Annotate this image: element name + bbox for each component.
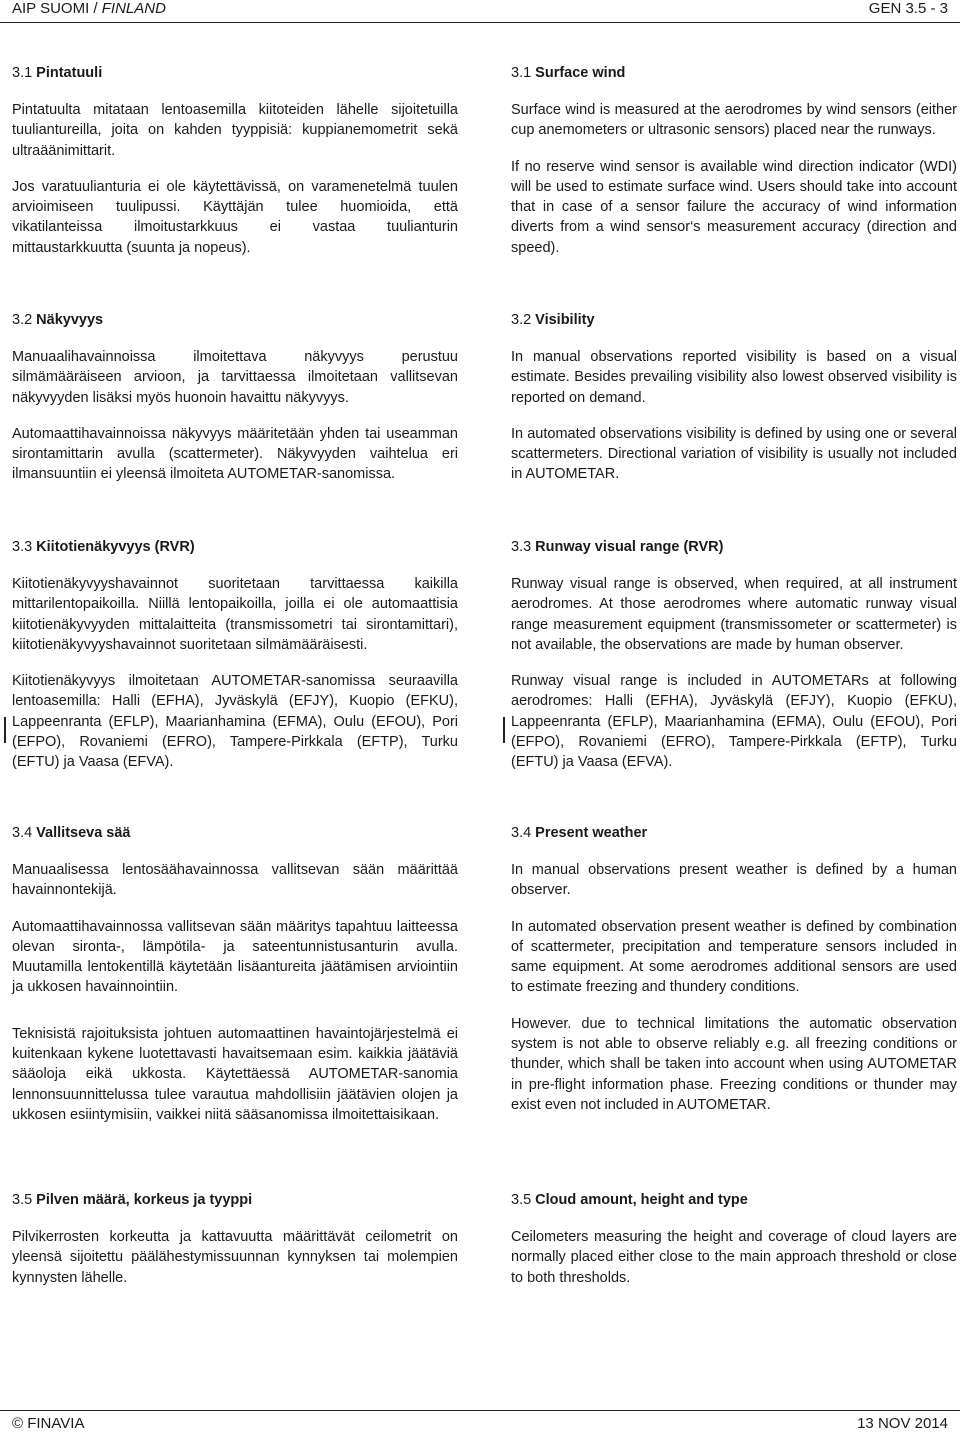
paragraph: Pintatuulta mitataan lentoasemilla kiitoteiden lähelle sijoitetuilla tuuliantureilla, joita on kahden tyyppisiä: kuppianemometrit sekä ultraäänimittarit. bbox=[12, 102, 458, 159]
section-number: 3.5 bbox=[511, 1192, 532, 1208]
section-heading bbox=[511, 537, 957, 557]
footer-copyright: © FINAVIA bbox=[12, 1415, 85, 1432]
section-title: Visibility bbox=[535, 312, 595, 328]
paragraph: However. due to technical limitations the automatic observation system is not able to observe reliably e.g. all freezing conditions or thunder, which shall be taken into account when using AUTOMETAR in pre-flight information phase. Freezing conditions or thunder may exist even not included in AUTOMETAR. bbox=[511, 1015, 957, 1113]
section-3-3-fi bbox=[12, 537, 458, 789]
paragraph: Jos varatuulianturia ei ole käytettävissä, on varamenetelmä tuulen arvioimiseen tuulipussi. Käyttäjän tulee huomioida, että vikatilanteissa ilmoitustarkkuus ei vastaa tuulianturin mittaustarkkuutta (suunta ja nopeus). bbox=[12, 178, 458, 256]
section-3-2-en bbox=[511, 310, 957, 501]
paragraph: Runway visual range is included in AUTOMETARs at following aerodromes: Halli (EFHA), Jyväskylä (EFJY), Kuopio (EFKU), Lappeenranta (EFLP), Maarianhamina (EFMA), Oulu (EFOU), Pori (EFPO), Rovaniemi (EFRO), Tampere-Pirkkala (EFTP), Turku (EFTU) ja Vaasa (EFVA). bbox=[511, 673, 957, 771]
section-number: 3.3 bbox=[511, 539, 532, 555]
footer-date: 13 NOV 2014 bbox=[857, 1415, 948, 1432]
paragraph: In automated observations visibility is defined by using one or several scattermeters. Directional variation of visibility is usually not included in AUTOMETAR. bbox=[511, 425, 957, 483]
section-title: Kiitotienäkyvyys (RVR) bbox=[36, 539, 195, 555]
section-number: 3.1 bbox=[12, 65, 33, 81]
section-heading bbox=[12, 63, 458, 83]
paragraph: If no reserve wind sensor is available wind direction indicator (WDI) will be used to estimate surface wind. Users should take into account that in case of a sensor failure the accuracy of wind information diverts from a wind sensor‘s measurement accuracy (direction and speed). bbox=[511, 158, 957, 256]
section-3-3-en bbox=[511, 537, 957, 789]
paragraph: Teknisistä rajoituksista johtuen automaattinen havaintojärjestelmä ei kuitenkaan kykene luotettavasti havaitsemaan esim. kaikkia jäätäviä sääoloja eikä ukkosta. Käytettäessä AUTOMETAR-sanomia lennonsuunnittelussa tulee varautua mahdollisiin jäätävien olojen ja ukkosen esiintymisiin, vaikkei niitä sääsanomissa ilmoitettaisikaan. bbox=[12, 1025, 458, 1123]
paragraph: In manual observations reported visibility is based on a visual estimate. Besides prevailing visibility also lowest observed visibility is reported on demand. bbox=[511, 349, 957, 406]
section-title: Cloud amount, height and type bbox=[535, 1192, 748, 1208]
footer-rule bbox=[0, 1410, 960, 1411]
header-publication bbox=[12, 0, 166, 17]
section-number: 3.5 bbox=[12, 1192, 33, 1208]
paragraph: In automated observation present weather is defined by combination of scattermeter, precipitation and temperature sensors included in same equipment. At some aerodromes additional sensors are used to estimate freezing and thundery conditions. bbox=[511, 918, 957, 996]
section-title: Näkyvyys bbox=[36, 312, 104, 328]
paragraph: Manuaalisessa lentosäähavainnossa vallitsevan sään määrittää havainnontekijä. bbox=[12, 862, 458, 899]
section-title: Vallitseva sää bbox=[36, 825, 131, 841]
header-page-ref: GEN 3.5 - 3 bbox=[868, 0, 948, 17]
section-title: Pintatuuli bbox=[36, 65, 103, 81]
paragraph: Ceilometers measuring the height and coverage of cloud layers are normally placed either close to the main approach threshold or close to both thresholds. bbox=[511, 1229, 957, 1286]
paragraph: Automaattihavainnoissa näkyvyys määritetään yhden tai useamman sirontamittarin avulla (scattermeter). Näkyvyyden vaihtelua eri ilmansuuntiin ei yleensä ilmoiteta AUTOMETAR-sanomissa. bbox=[12, 425, 458, 483]
section-title: Runway visual range (RVR) bbox=[535, 539, 724, 555]
section-3-2-fi bbox=[12, 310, 458, 501]
section-number: 3.2 bbox=[12, 312, 33, 328]
section-heading bbox=[12, 823, 458, 843]
section-3-1-fi bbox=[12, 63, 458, 274]
header-rule bbox=[0, 22, 960, 23]
section-number: 3.4 bbox=[511, 825, 532, 841]
section-3-4-fi bbox=[12, 823, 458, 1141]
section-heading bbox=[511, 310, 957, 330]
paragraph: Kiitotienäkyvyys ilmoitetaan AUTOMETAR-sanomissa seuraavilla lentoasemilla: Halli (EFHA), Jyväskylä (EFJY), Kuopio (EFKU), Lappeenranta (EFLP), Maarianhamina (EFMA), Oulu (EFOU), Pori (EFPO), Rovaniemi (EFRO), Tampere-Pirkkala (EFTP), Turku (EFTU) ja Vaasa (EFVA). bbox=[12, 673, 458, 771]
header-publication-prefix: AIP SUOMI / bbox=[12, 0, 102, 17]
paragraph: Automaattihavainnossa vallitsevan sään määritys tapahtuu laitteessa olevan sironta-, lämpötila- ja sateentunnistusanturin avulla. Muutamilla lentokentillä käytetään lisäantureita jäätämisen arviointiin ja ukkosen havainnointiin. bbox=[12, 918, 458, 996]
paragraph: Runway visual range is observed, when required, at all instrument aerodromes. At those aerodromes where automatic runway visual range measurement equipment (transmissometer or scattermeter) is not available, the observations are made by human observer. bbox=[511, 576, 957, 653]
section-number: 3.1 bbox=[511, 65, 532, 81]
paragraph: Pilvikerrosten korkeutta ja kattavuutta määrittävät ceilometrit on yleensä sijoitettu päälähestymissuunnan kynnyksen tai molempien kynnysten lähelle. bbox=[12, 1229, 458, 1286]
section-title: Present weather bbox=[535, 825, 648, 841]
change-bar-left bbox=[4, 717, 6, 743]
section-3-5-en bbox=[511, 1190, 957, 1304]
section-heading bbox=[511, 63, 957, 83]
paragraph: In manual observations present weather is defined by a human observer. bbox=[511, 862, 957, 899]
section-title: Surface wind bbox=[535, 65, 626, 81]
section-heading bbox=[12, 310, 458, 330]
section-heading bbox=[511, 1190, 957, 1210]
section-title: Pilven määrä, korkeus ja tyyppi bbox=[36, 1192, 253, 1208]
section-number: 3.2 bbox=[511, 312, 532, 328]
header-publication-country: FINLAND bbox=[101, 0, 166, 17]
section-3-5-fi bbox=[12, 1190, 458, 1304]
section-number: 3.4 bbox=[12, 825, 33, 841]
section-heading bbox=[511, 823, 957, 843]
paragraph: Kiitotienäkyvyyshavainnot suoritetaan tarvittaessa kaikilla mittarilentopaikoilla. Niillä lentopaikoilla, joilla ei ole automaattisia kiitotienäkyvyyden mittalaitteita (transmissometri tai sirontamittari), kiitotienäkyvyyshavainnot suoritetaan silmämääräisesti. bbox=[12, 576, 458, 653]
change-bar-right bbox=[503, 717, 505, 743]
section-3-1-en bbox=[511, 63, 957, 274]
section-3-4-en bbox=[511, 823, 957, 1131]
paragraph: Manuaalihavainnoissa ilmoitettava näkyvyys perustuu silmämääräiseen arvioon, ja tarvittaessa ilmoitetaan vallitsevan näkyvyyden lisäksi myös huonoin havaittu näkyvyys. bbox=[12, 349, 458, 406]
page-header bbox=[0, 0, 960, 22]
paragraph: Surface wind is measured at the aerodromes by wind sensors (either cup anemometers or ultrasonic sensors) placed near the runways. bbox=[511, 102, 957, 139]
section-number: 3.3 bbox=[12, 539, 33, 555]
section-heading bbox=[12, 537, 458, 557]
section-heading bbox=[12, 1190, 458, 1210]
